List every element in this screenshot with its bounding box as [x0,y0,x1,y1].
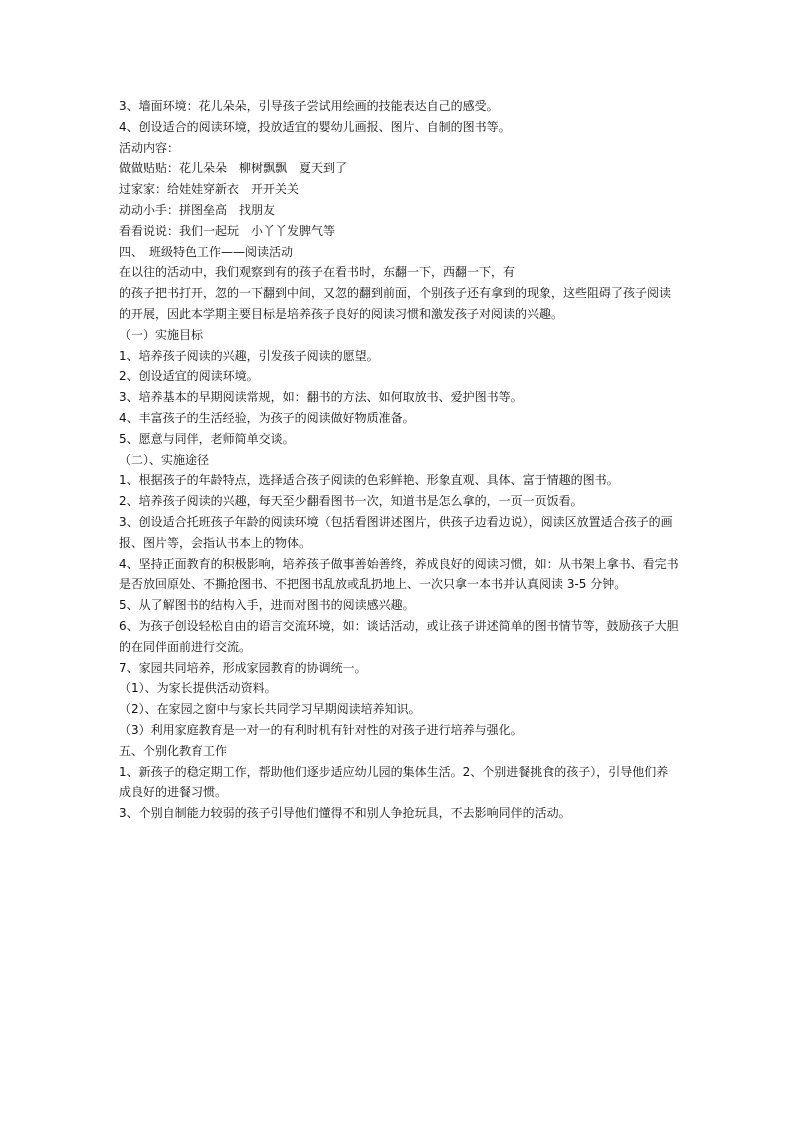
text-line: 6、为孩子创设轻松自由的语言交流环境，如：谈话活动，或让孩子讲述简单的图书情节等，鼓励孩子大胆 [119,618,679,633]
text-line: 2、培养孩子阅读的兴趣，每天至少翻看图书一次，知道书是怎么拿的，一页一页饭看。 [119,494,583,509]
text-line: 3、培养基本的早期阅读常规，如：翻书的方法、如何取放书、爱护图书等。 [119,390,523,405]
text-line: 5、愿意与同伴，老师简单交谈。 [119,431,295,446]
text-line: 做做贴贴：花儿朵朵 柳树飘飘 夏天到了 [119,161,348,176]
text-line: 3、墙面环境：花儿朵朵，引导孩子尝试用绘画的技能表达自己的感受。 [119,99,499,113]
text-line: 动动小手：拼图垒高 找朋友 [119,202,276,217]
text-line: 在以往的活动中，我们观察到有的孩子在看书时，东翻一下，西翻一下，有 [119,265,516,280]
text-line: 2、创设适宜的阅读环境。 [119,369,259,384]
section-heading: 四、 班级特色工作——阅读活动 [119,244,294,259]
text-line: 7、家园共同培养，形成家园教育的协调统一。 [119,660,367,675]
text-line: 报、图片等，会指认书本上的物体。 [119,535,312,550]
text-line: 活动内容： [119,140,180,155]
text-line: 成良好的进餐习惯。 [119,785,228,800]
text-line: 1、根据孩子的年龄特点，选择适合孩子阅读的色彩鲜艳、形象直观、具体、富于情趣的图书。 [119,473,619,488]
text-line: 的孩子把书打开，忽的一下翻到中间，又忽的翻到前面，个别孩子还有拿到的现象，这些阻碍了孩子阅读 [119,286,672,301]
text-line: （1）、为家长提供活动资料。 [119,681,277,696]
text-line: 是否放回原处、不撕抢图书、不把图书乱放或乱扔地上、一次只拿一本书并认真阅读 3-5 分钟。 [119,577,627,592]
text-line: 4、丰富孩子的生活经验，为孩子的阅读做好物质准备。 [119,410,415,425]
text-line: 5、从了解图书的结构入手，进而对图书的阅读感兴趣。 [119,598,415,613]
text-line: 过家家：给娃娃穿新衣 开开关关 [119,182,300,197]
text-line: 3、个别自制能力较弱的孩子引导他们懂得不和别人争抢玩具，不去影响同伴的活动。 [119,806,571,821]
text-line: 的在同伴面前进行交流。 [119,639,252,654]
section-heading: 五、个别化教育工作 [119,743,228,758]
text-line: 1、培养孩子阅读的兴趣，引发孩子阅读的愿望。 [119,348,379,363]
document-body [119,96,679,824]
text-line: （2）、在家园之窗中与家长共同学习早期阅读培养知识。 [119,702,421,717]
text-line: 1、新孩子的稳定期工作，帮助他们逐步适应幼儿园的集体生活。2、个别进餐挑食的孩子），引导他们养 [119,764,669,779]
text-line: 4、坚持正面教育的积极影响，培养孩子做事善始善终，养成良好的阅读习惯，如：从书架上拿书、看完书 [119,556,679,571]
subsection-heading: （一）实施目标 [119,327,204,342]
text-line: 的开展，因此本学期主要目标是培养孩子良好的阅读习惯和激发孩子对阅读的兴趣。 [119,306,564,321]
text-line: （3）利用家庭教育是一对一的有利时机有针对性的对孩子进行培养与强化。 [119,722,523,737]
subsection-heading: （二）、实施途径 [119,452,210,467]
text-line: 3、创设适合托班孩子年龄的阅读环境（包括看图讲述图片，供孩子边看边说），阅读区放置适合孩子的画 [119,514,673,529]
text-line: 看看说说：我们一起玩 小丫丫发脾气等 [119,223,336,238]
text-line: 4、创设适合的阅读环境，投放适宜的婴幼儿画报、图片、自制的图书等。 [119,119,511,134]
